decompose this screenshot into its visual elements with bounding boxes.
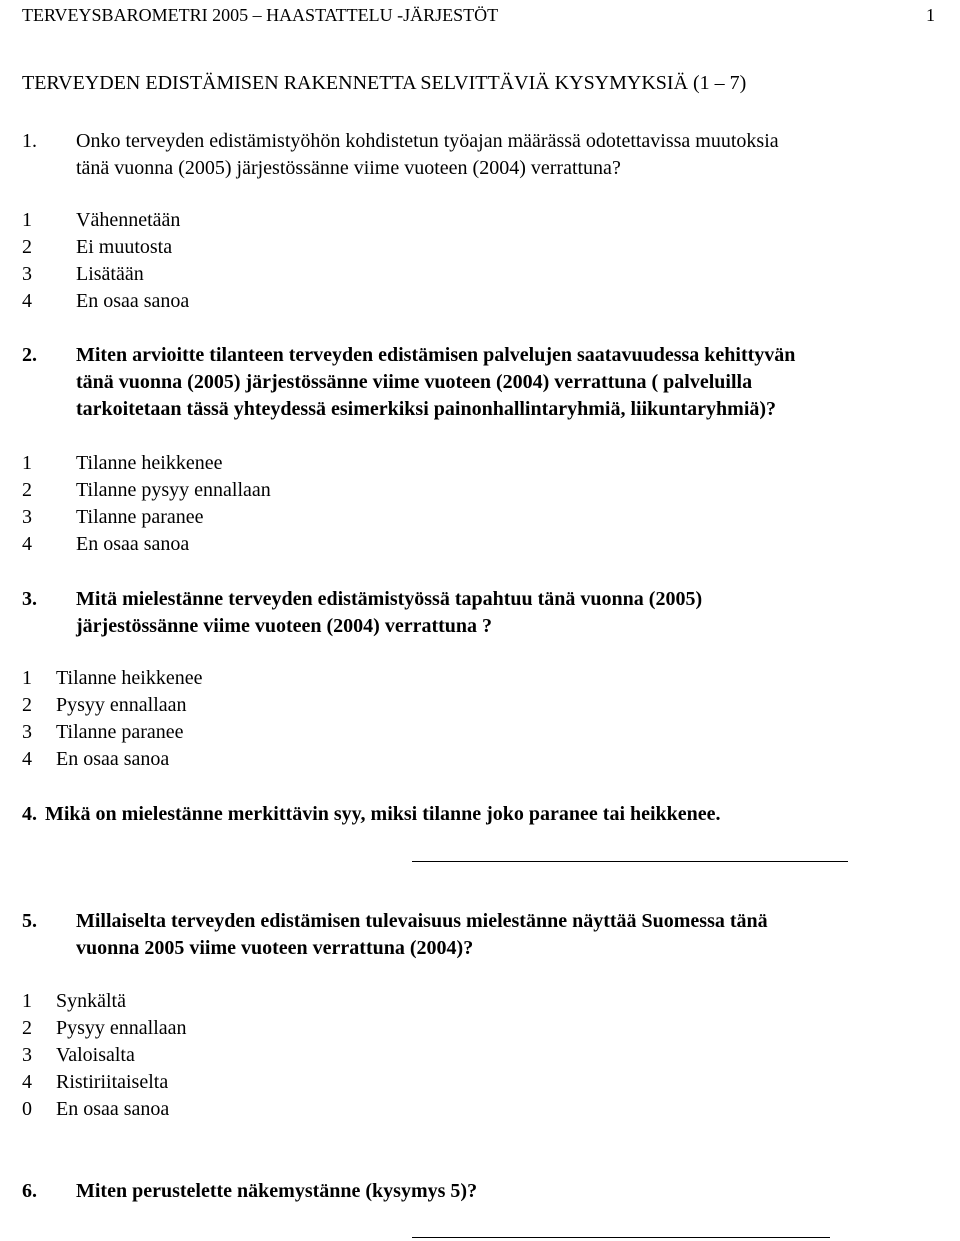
question-3-line-1: Mitä mielestänne terveyden edistämistyössä tapahtuu tänä vuonna (2005) bbox=[76, 588, 703, 610]
question-1-line-2: tänä vuonna (2005) järjestössänne viime vuoteen (2004) verrattuna? bbox=[76, 157, 621, 179]
question-2-line-2: tänä vuonna (2005) järjestössänne viime vuoteen (2004) verrattuna ( palveluilla bbox=[76, 371, 753, 393]
option-number: 4 bbox=[22, 1071, 32, 1093]
option-number: 3 bbox=[22, 506, 32, 528]
question-2-option-label: En osaa sanoa bbox=[76, 533, 190, 555]
question-2-line-3: tarkoitetaan tässä yhteydessä esimerkiksi painonhallintaryhmiä, liikuntaryhmiä)? bbox=[76, 398, 777, 420]
option-number: 1 bbox=[22, 667, 32, 689]
question-3-option-label: Pysyy ennallaan bbox=[56, 694, 187, 716]
section-title: TERVEYDEN EDISTÄMISEN RAKENNETTA SELVITTÄVIÄ KYSYMYKSIÄ (1 – 7) bbox=[22, 72, 747, 94]
question-1-option bbox=[22, 207, 32, 234]
option-number: 3 bbox=[22, 1044, 32, 1066]
question-1-option bbox=[22, 261, 32, 288]
option-number: 1 bbox=[22, 990, 32, 1012]
question-3-line-2: järjestössänne viime vuoteen (2004) verrattuna ? bbox=[76, 615, 493, 637]
question-5-option-label: Synkältä bbox=[56, 990, 126, 1012]
option-number: 2 bbox=[22, 694, 32, 716]
question-1-number: 1. bbox=[22, 130, 37, 152]
question-4-line-1: Mikä on mielestänne merkittävin syy, miksi tilanne joko paranee tai heikkenee. bbox=[45, 803, 721, 825]
question-5-line-1: Millaiselta terveyden edistämisen tulevaisuus mielestänne näyttää Suomessa tänä bbox=[76, 910, 768, 932]
question-1-option-label: Vähennetään bbox=[76, 209, 181, 231]
question-5-option-label: Pysyy ennallaan bbox=[56, 1017, 187, 1039]
question-1-option-label: Lisätään bbox=[76, 263, 144, 285]
question-2-option-label: Tilanne heikkenee bbox=[76, 452, 223, 474]
question-5-line-2: vuonna 2005 viime vuoteen verrattuna (2004)? bbox=[76, 937, 474, 959]
question-3-option-label: Tilanne heikkenee bbox=[56, 667, 203, 689]
option-number: 1 bbox=[22, 209, 32, 231]
option-number: 4 bbox=[22, 290, 32, 312]
option-number: 0 bbox=[22, 1098, 32, 1120]
question-3-number: 3. bbox=[22, 588, 37, 610]
option-number: 2 bbox=[22, 1017, 32, 1039]
page-number: 1 bbox=[926, 5, 935, 25]
question-6-number: 6. bbox=[22, 1180, 37, 1202]
answer-line[interactable] bbox=[412, 861, 848, 862]
question-4-number: 4. bbox=[22, 803, 37, 825]
question-5-number: 5. bbox=[22, 910, 37, 932]
option-number: 4 bbox=[22, 533, 32, 555]
question-5-option-label: En osaa sanoa bbox=[56, 1098, 170, 1120]
question-1-option bbox=[22, 288, 32, 315]
option-number: 4 bbox=[22, 748, 32, 770]
question-3-option-label: Tilanne paranee bbox=[56, 721, 184, 743]
running-header: TERVEYSBAROMETRI 2005 – HAASTATTELU -JÄRJESTÖT bbox=[22, 5, 499, 25]
question-2-line-1: Miten arvioitte tilanteen terveyden edistämisen palvelujen saatavuudessa kehittyvän bbox=[76, 344, 796, 366]
answer-line[interactable] bbox=[412, 1237, 830, 1238]
question-6-line-1: Miten perustelette näkemystänne (kysymys 5)? bbox=[76, 1180, 478, 1202]
question-1-option bbox=[22, 234, 32, 261]
option-number: 3 bbox=[22, 263, 32, 285]
question-2-option-label: Tilanne pysyy ennallaan bbox=[76, 479, 271, 501]
question-1-option-label: En osaa sanoa bbox=[76, 290, 190, 312]
option-number: 2 bbox=[22, 479, 32, 501]
question-5-option-label: Ristiriitaiselta bbox=[56, 1071, 169, 1093]
question-5-option-label: Valoisalta bbox=[56, 1044, 135, 1066]
option-number: 1 bbox=[22, 452, 32, 474]
option-number: 2 bbox=[22, 236, 32, 258]
question-3-option-label: En osaa sanoa bbox=[56, 748, 170, 770]
question-2-number: 2. bbox=[22, 344, 37, 366]
question-1-line-1: Onko terveyden edistämistyöhön kohdistetun työajan määrässä odotettavissa muutoksia bbox=[76, 130, 779, 152]
question-1-option-label: Ei muutosta bbox=[76, 236, 173, 258]
option-number: 3 bbox=[22, 721, 32, 743]
question-2-option-label: Tilanne paranee bbox=[76, 506, 204, 528]
